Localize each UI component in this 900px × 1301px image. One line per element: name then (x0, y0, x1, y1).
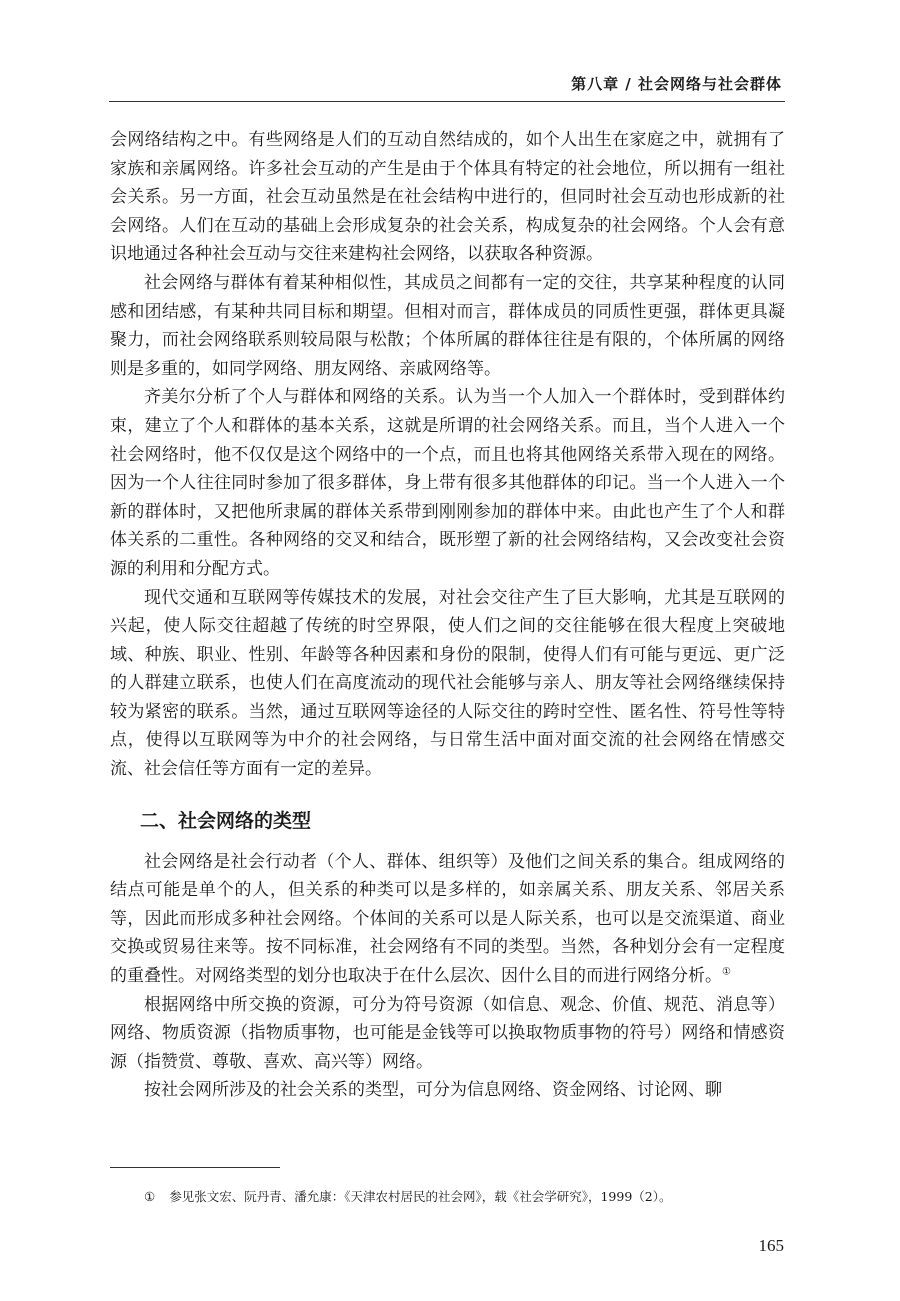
paragraph: 齐美尔分析了个人与群体和网络的关系。认为当一个人加入一个群体时，受到群体约束，建立了个人和群体的基本关系，这就是所谓的社会网络关系。而且，当个人进入一个社会网络时，他不仅仅是这个网络中的一个点，而且也将其他网络关系带入现在的网络。因为一个人往往同时参加了很多群体，身上带有很多其他群体的印记。当一个人进入一个新的群体时，又把他所隶属的群体关系带到刚刚参加的群体中来。由此也产生了个人和群体关系的二重性。各种网络的交叉和结合，既形塑了新的社会网络结构，又会改变社会资源的利用和分配方式。 (110, 387, 785, 579)
footnote (144, 1188, 784, 1206)
page-number: 165 (758, 1236, 784, 1255)
paragraph: 按社会网所涉及的社会关系的类型，可分为信息网络、资金网络、讨论网、聊 (144, 1080, 722, 1101)
footnote-rule (110, 1167, 280, 1168)
paragraph: 根据网络中所交换的资源，可分为符号资源（如信息、观念、价值、规范、消息等）网络、物质资源（指物质事物，也可能是金钱等可以换取物质事物的符号）网络和情感资源（指赞赏、尊敬、喜欢、高兴等）网络。 (110, 994, 785, 1072)
paragraph: 现代交通和互联网等传媒技术的发展，对社会交往产生了巨大影响，尤其是互联网的兴起，使人际交往超越了传统的时空界限，使人们之间的交往能够在很大程度上突破地域、种族、职业、性别、年龄等各种因素和身份的限制，使得人们有可能与更远、更广泛的人群建立联系，也使人们在高度流动的现代社会能够与亲人、朋友等社会网络继续保持较为紧密的联系。当然，通过互联网等途径的人际交往的跨时空性、匿名性、符号性等特点，使得以互联网等为中介的社会网络，与日常生活中面对面交流的社会网络在情感交流、社会信任等方面有一定的差异。 (110, 587, 785, 780)
footnote-reference: ① (722, 966, 731, 978)
paragraph-continued: 会网络结构之中。有些网络是人们的互动自然结成的，如个人出生在家庭之中，就拥有了家族和亲属网络。许多社会互动的产生是由于个体具有特定的社会地位，所以拥有一组社会关系。另一方面，社会互动虽然是在社会结构中进行的，但同时社会互动也形成新的社会网络。人们在互动的基础上会形成复杂的社会关系，构成复杂的社会网络。个人会有意识地通过各种社会互动与交往来建构社会网络，以获取各种资源。 (110, 130, 785, 265)
paragraph (110, 848, 785, 991)
paragraph: 社会网络与群体有着某种相似性，其成员之间都有一定的交往，共享某种程度的认同感和团结感，有某种共同目标和期望。但相对而言，群体成员的同质性更强，群体更具凝聚力，而社会网络联系则较局限与松散；个体所属的群体往往是有限的，个体所属的网络则是多重的，如同学网络、朋友网络、亲戚网络等。 (110, 272, 785, 379)
footnote-mark: ① (144, 1189, 156, 1204)
paragraph-text: 社会网络是社会行动者（个人、群体、组织等）及他们之间关系的集合。组成网络的结点可能是单个的人，但关系的种类可以是多样的，如亲属关系、朋友关系、邻居关系等，因此而形成多种社会网络。个体间的关系可以是人际关系，也可以是交流渠道、商业交换或贸易往来等。按不同标准，社会网络有不同的类型。当然，各种划分会有一定程度的重叠性。对网络类型的划分也取决于在什么层次、因什么目的而进行网络分析。 (110, 851, 785, 987)
section-heading: 二、社会网络的类型 (140, 809, 312, 832)
header-rule (109, 101, 785, 102)
running-head-title: 第八章 / 社会网络与社会群体 (571, 75, 782, 93)
main-text (110, 126, 785, 1105)
footnote-text: 参见张文宏、阮丹青、潘允康：《天津农村居民的社会网》，载《社会学研究》，1999（2）。 (169, 1189, 672, 1204)
